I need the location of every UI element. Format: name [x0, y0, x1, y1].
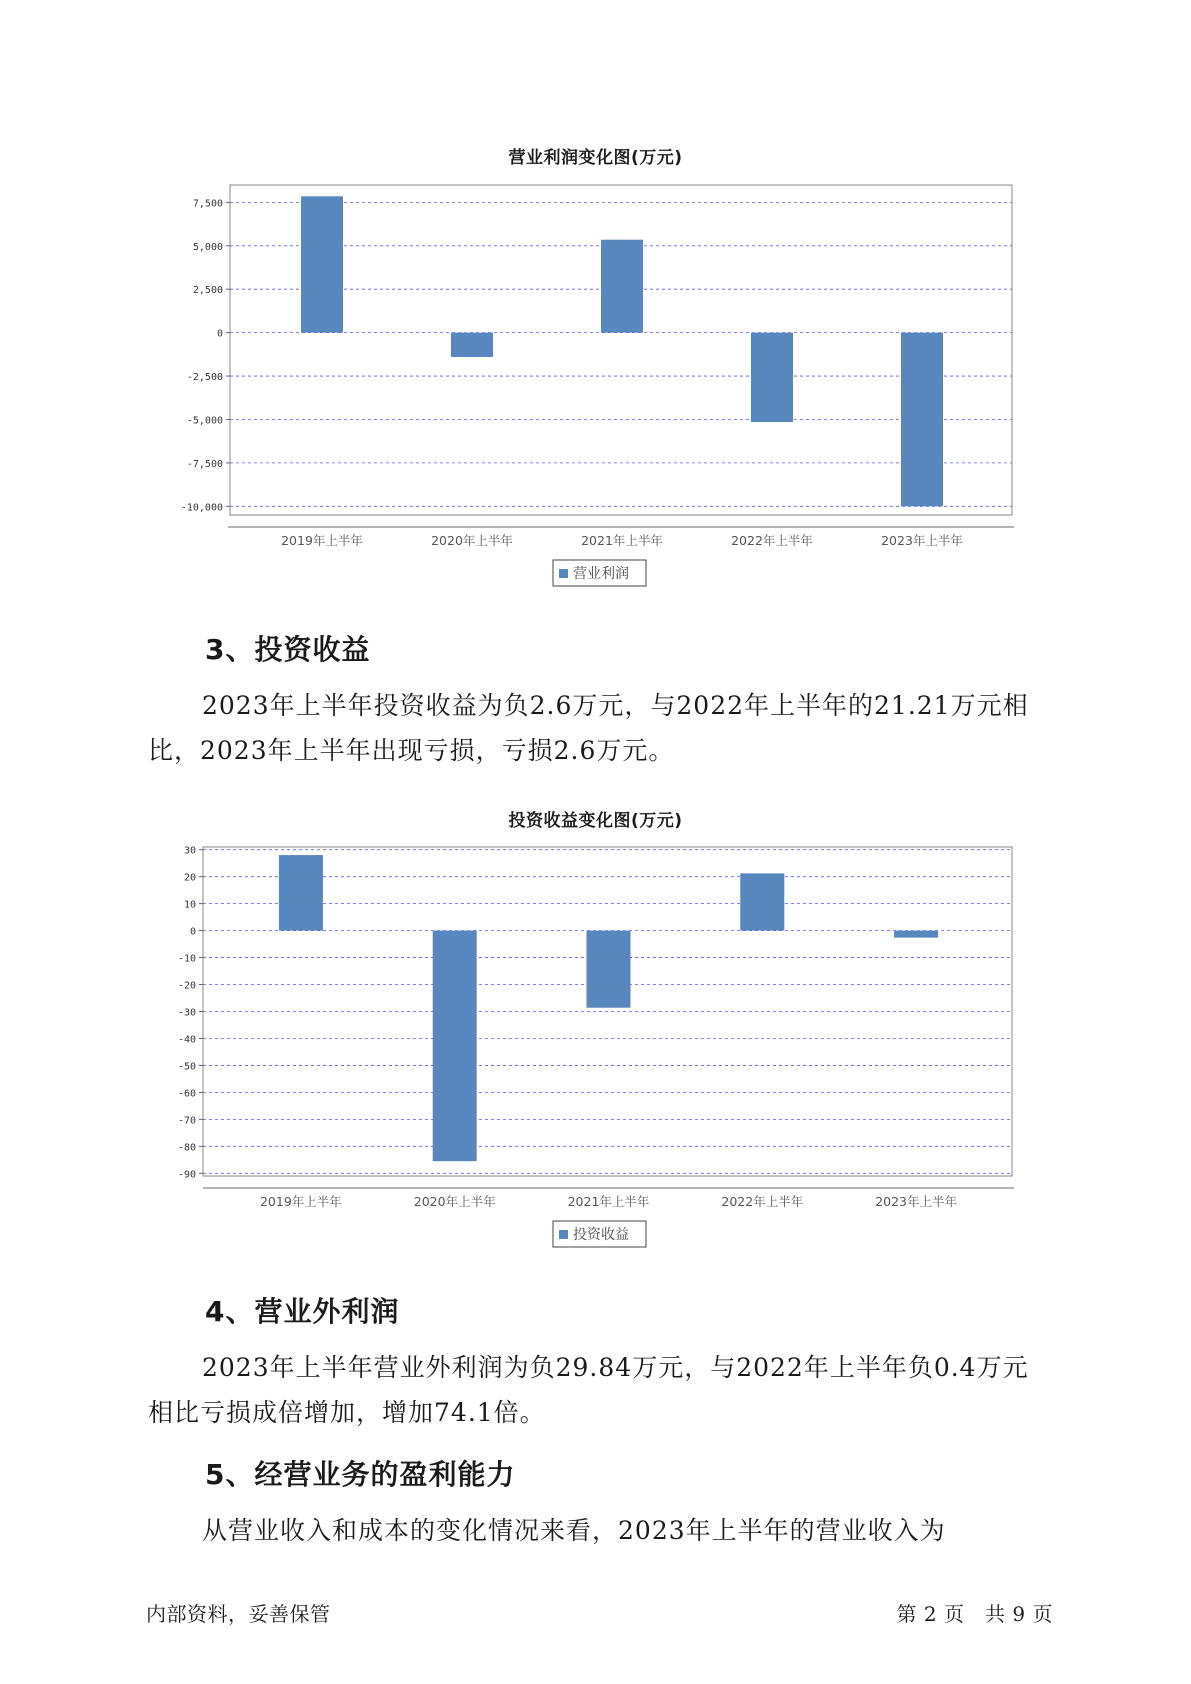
x-tick-label: 2019年上半年	[259, 1194, 342, 1209]
paragraph-nonoperating-text: 2023年上半年营业外利润为负29.84万元，与2022年上半年负0.4万元相比亏损成倍增加，增加74.1倍。	[148, 1353, 1029, 1427]
y-tick-label: 20	[183, 872, 196, 884]
y-tick-label: -10,000	[180, 502, 223, 514]
y-tick-label: -20	[177, 980, 196, 992]
footer-page-number: 第 2 页 共 9 页	[896, 1602, 1053, 1626]
bar-4	[740, 873, 784, 930]
x-tick-label: 2023年上半年	[875, 1194, 958, 1209]
legend	[553, 1221, 646, 1247]
section-heading-nonoperating: 4、营业外利润	[205, 1295, 400, 1328]
footer-confidential-note: 内部资料，妥善保管	[146, 1602, 331, 1626]
y-tick-label: -40	[177, 1034, 196, 1046]
x-tick-label: 2022年上半年	[721, 1194, 804, 1209]
y-tick-label: 10	[183, 899, 196, 911]
y-tick-label: -90	[177, 1169, 196, 1181]
y-tick-label: -80	[177, 1142, 196, 1154]
chart-title: 营业利润变化图(万元)	[508, 148, 683, 168]
y-tick-label: -70	[177, 1115, 196, 1127]
section-heading-investment: 3、投资收益	[205, 633, 371, 666]
paragraph-nonoperating	[148, 1345, 1053, 1435]
y-tick-label: -10	[177, 953, 196, 965]
y-tick-label: -7,500	[186, 458, 223, 470]
paragraph-profitability-text: 从营业收入和成本的变化情况来看，2023年上半年的营业收入为	[202, 1516, 946, 1545]
y-tick-label: -50	[177, 1061, 196, 1073]
bar-1	[279, 855, 323, 931]
y-tick-label: -2,500	[186, 372, 223, 384]
legend-label: 营业利润	[573, 566, 629, 582]
x-tick-label: 2023年上半年	[881, 533, 963, 548]
y-tick-label: 2,500	[192, 285, 223, 297]
paragraph-profitability	[148, 1508, 1053, 1553]
x-tick-label: 2020年上半年	[413, 1194, 496, 1209]
bar-2	[433, 931, 477, 1162]
y-tick-label: 5,000	[192, 241, 223, 253]
y-tick-label: 30	[183, 845, 196, 857]
legend-swatch	[559, 1230, 568, 1239]
paragraph-investment-text: 2023年上半年投资收益为负2.6万元，与2022年上半年的21.21万元相比，2023年上半年出现亏损，亏损2.6万元。	[148, 691, 1029, 765]
x-tick-label: 2021年上半年	[581, 533, 663, 548]
x-tick-label: 2021年上半年	[567, 1194, 650, 1209]
legend-label: 投资收益	[573, 1227, 629, 1243]
y-tick-label: 0	[216, 328, 223, 340]
bar-3	[587, 931, 631, 1008]
chart-title: 投资收益变化图(万元)	[508, 811, 683, 831]
x-tick-label: 2020年上半年	[431, 533, 513, 548]
y-tick-label: 7,500	[192, 198, 223, 210]
x-tick-label: 2022年上半年	[731, 533, 813, 548]
y-tick-label: -5,000	[186, 415, 223, 427]
y-tick-label: -30	[177, 1007, 196, 1019]
x-tick-label: 2019年上半年	[281, 533, 363, 548]
y-tick-label: 0	[189, 926, 196, 938]
y-tick-label: -60	[177, 1088, 196, 1100]
section-heading-profitability: 5、经营业务的盈利能力	[205, 1458, 516, 1491]
bar-5	[894, 931, 938, 938]
